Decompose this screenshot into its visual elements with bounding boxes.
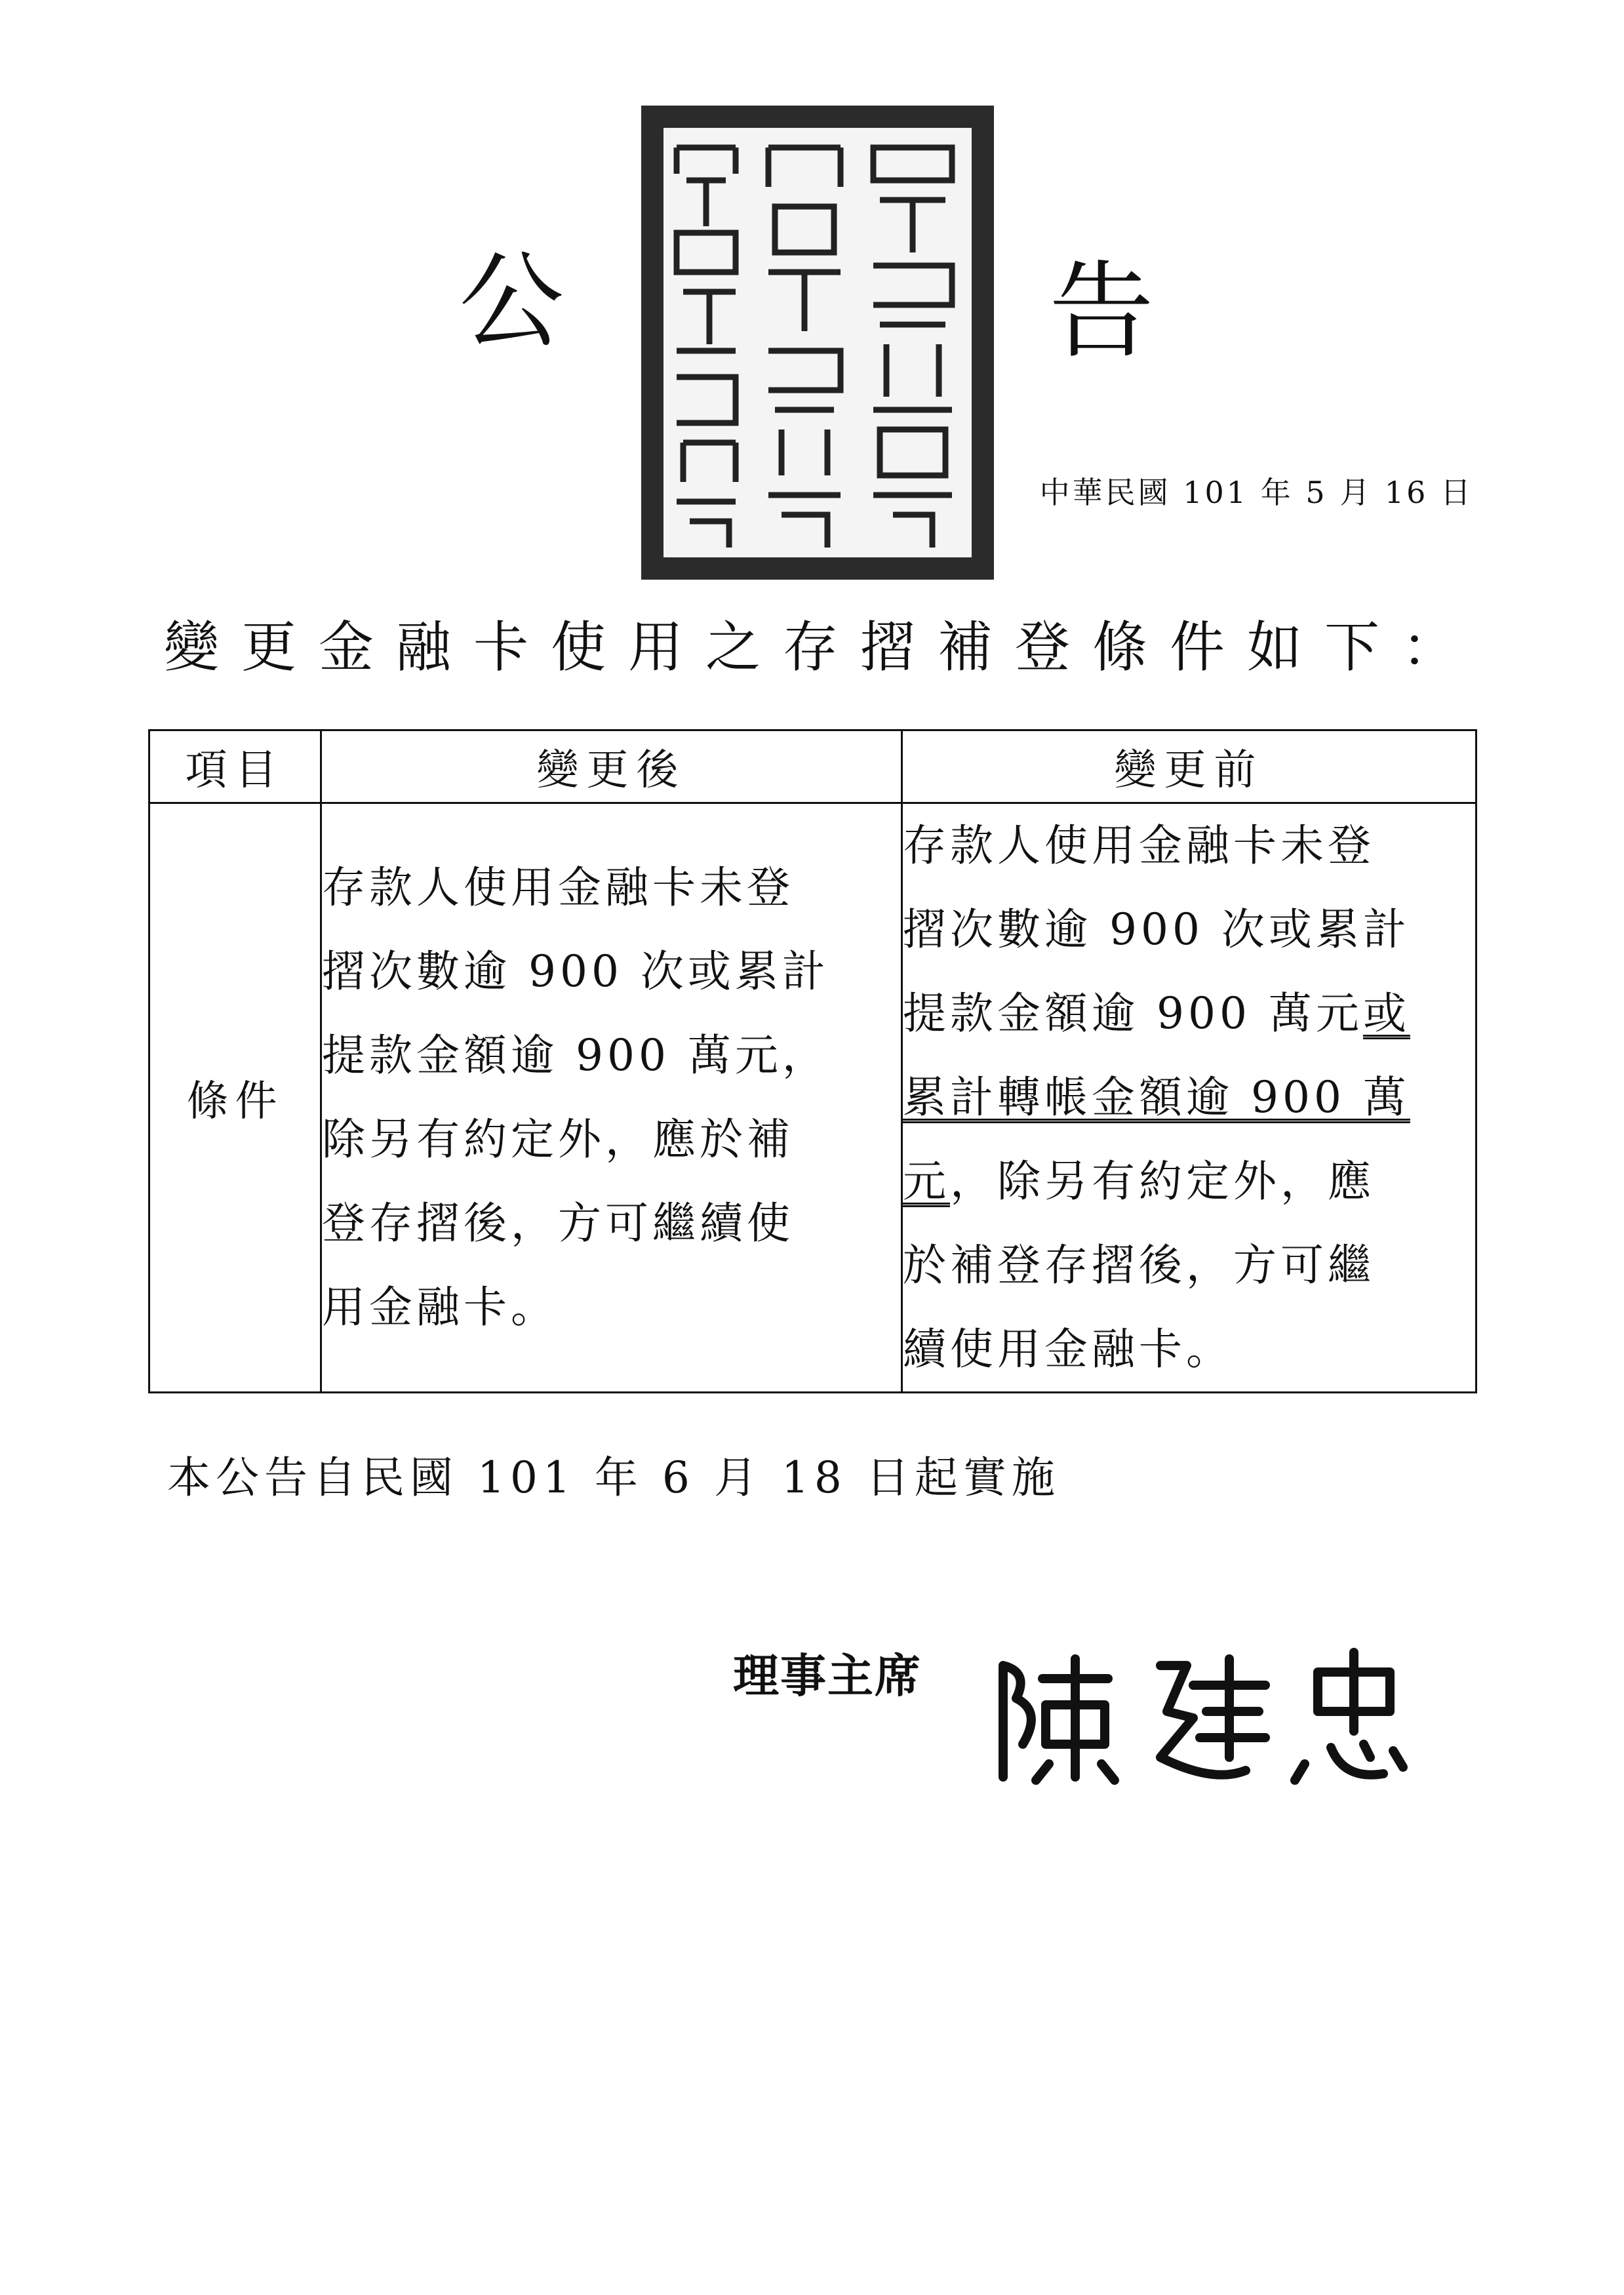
before-line: 摺次數逾 900 次或累計 bbox=[903, 904, 1410, 955]
underlined-text: 元 bbox=[903, 1156, 950, 1207]
before-line-part: ，除另有約定外，應 bbox=[950, 1156, 1375, 1207]
before-line bbox=[903, 972, 1475, 1056]
table-header-row bbox=[149, 730, 1476, 803]
after-line: 摺次數逾 900 次或累計 bbox=[322, 946, 829, 997]
before-line bbox=[903, 1140, 1475, 1224]
before-line: 存款人使用金融卡未登 bbox=[903, 820, 1375, 871]
before-line: 於補登存摺後，方可繼 bbox=[903, 1240, 1375, 1290]
row-item-label: 條件 bbox=[149, 803, 321, 1393]
title-right-char: 告 bbox=[1049, 250, 1155, 372]
before-text-cell bbox=[902, 803, 1476, 1393]
after-line: 用金融卡。 bbox=[322, 1282, 558, 1332]
conditions-table bbox=[148, 729, 1477, 1393]
table-row bbox=[149, 803, 1476, 1393]
underlined-text: 累計轉帳金額逾 900 萬 bbox=[903, 1072, 1410, 1123]
after-line: 除另有約定外，應於補 bbox=[322, 1114, 794, 1165]
before-line: 續使用金融卡。 bbox=[903, 1324, 1233, 1374]
before-line-part: 提款金額逾 900 萬元 bbox=[903, 988, 1363, 1039]
handwritten-signature-icon bbox=[990, 1639, 1410, 1790]
header-item: 項目 bbox=[149, 730, 321, 803]
underlined-text: 或 bbox=[1362, 988, 1410, 1039]
notice-date: 中華民國 101 年 5 月 16 日 bbox=[1039, 475, 1473, 510]
after-line: 提款金額逾 900 萬元， bbox=[322, 1030, 829, 1081]
header-before: 變更前 bbox=[902, 730, 1476, 803]
official-seal-icon bbox=[637, 102, 998, 584]
signer-role: 理事主席 bbox=[733, 1648, 922, 1703]
intro-heading: 變更金融卡使用之存摺補登條件如下： bbox=[164, 615, 1480, 679]
header-after: 變更後 bbox=[321, 730, 902, 803]
after-line: 存款人使用金融卡未登 bbox=[322, 862, 794, 913]
title-left-char: 公 bbox=[459, 240, 564, 363]
after-text-cell bbox=[321, 803, 902, 1393]
after-line: 登存摺後，方可繼續使 bbox=[322, 1198, 794, 1248]
effective-date-statement: 本公告自民國 101 年 6 月 18 日起實施 bbox=[167, 1452, 1060, 1503]
